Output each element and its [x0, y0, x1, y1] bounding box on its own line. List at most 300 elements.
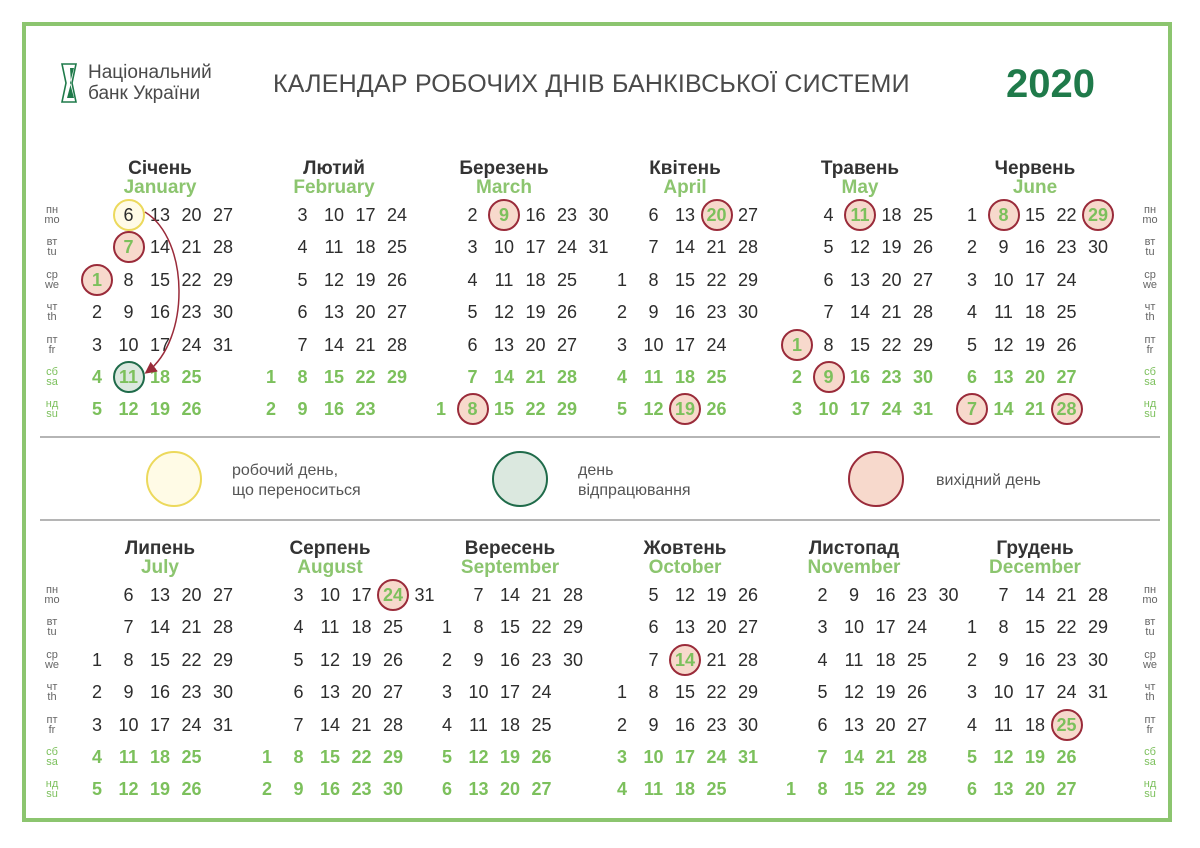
- date-cell: 9: [648, 302, 659, 323]
- date-cell: 17: [674, 334, 696, 355]
- weekday-label-sa: [40, 367, 64, 387]
- month-name-en-january: January: [123, 177, 197, 198]
- date-cell: 22: [181, 269, 202, 290]
- weekday-label-tu: [40, 617, 64, 637]
- date-cell: 17: [351, 585, 372, 605]
- month-name-en-july: July: [140, 557, 180, 578]
- date-cell: 13: [319, 682, 341, 703]
- date-cell: 23: [181, 682, 202, 703]
- date-cell: 3: [441, 682, 452, 703]
- weekday-en: th: [1145, 691, 1155, 704]
- date-cell: 13: [993, 367, 1014, 387]
- date-cell: 25: [531, 714, 552, 735]
- date-cell: 26: [531, 747, 552, 767]
- month-name-en-december: December: [989, 557, 1081, 578]
- legend-transfer-line-1: робочий день,: [232, 462, 339, 479]
- date-cell: 29: [562, 617, 584, 638]
- date-cell: 11: [844, 199, 876, 231]
- weekday-ua: нд: [45, 778, 59, 791]
- date-cell: 9: [488, 199, 520, 231]
- date-cell: 7: [998, 585, 1009, 605]
- weekday-ua: пт: [46, 333, 58, 346]
- month-name-en-april: April: [663, 177, 707, 198]
- date-cell: 17: [355, 205, 376, 225]
- date-cell: 12: [674, 585, 696, 605]
- date-cell: 29: [1082, 199, 1114, 231]
- date-cell: 10: [643, 334, 664, 355]
- date-cell: 3: [293, 585, 304, 605]
- weekday-label-we: [1138, 650, 1162, 670]
- date-cell: 14: [149, 617, 171, 638]
- date-cell: 9: [998, 237, 1009, 258]
- date-cell: 8: [648, 269, 659, 290]
- date-cell: 21: [351, 714, 372, 735]
- date-cell: 5: [467, 302, 478, 323]
- date-cell: 12: [493, 302, 515, 323]
- legend-workoff-line-2: відпрацювання: [578, 482, 691, 499]
- date-cell: 26: [906, 682, 928, 703]
- weekday-en: sa: [1144, 756, 1156, 768]
- date-cell: 2: [261, 779, 272, 800]
- weekday-label-th: [40, 302, 64, 322]
- date-cell: 29: [212, 269, 234, 290]
- date-cell: 29: [386, 367, 408, 387]
- date-cell: 15: [1024, 617, 1046, 638]
- date-cell: 26: [181, 399, 202, 420]
- date-cell: 18: [525, 269, 546, 290]
- date-cell: 1: [81, 264, 113, 296]
- date-cell: 24: [706, 747, 727, 767]
- month-title-july: Липень: [124, 538, 196, 559]
- date-cell: 29: [556, 399, 578, 420]
- month-title-june: Червень: [994, 158, 1076, 179]
- date-cell: 24: [531, 682, 552, 703]
- logo-line-2: банк України: [88, 83, 201, 104]
- weekday-label-we: [40, 650, 64, 670]
- date-cell: 21: [1056, 585, 1077, 605]
- date-cell: 17: [499, 682, 521, 703]
- date-cell: 1: [265, 367, 276, 387]
- date-cell: 11: [118, 747, 139, 767]
- date-cell: 26: [556, 302, 578, 323]
- date-cell: 4: [616, 367, 627, 387]
- date-cell: 28: [212, 617, 234, 638]
- date-cell: 20: [1024, 367, 1046, 387]
- date-cell: 18: [499, 714, 521, 735]
- date-cell: 8: [648, 682, 659, 703]
- date-cell: 11: [994, 714, 1013, 735]
- date-cell: 13: [843, 714, 865, 735]
- date-cell: 5: [823, 237, 834, 258]
- weekday-label-th: [1138, 302, 1162, 322]
- date-cell: 5: [966, 747, 977, 767]
- date-cell: 8: [297, 367, 308, 387]
- weekday-en: th: [1145, 311, 1155, 324]
- weekday-en: tu: [1145, 626, 1155, 639]
- date-cell: 7: [648, 237, 659, 258]
- date-cell: 14: [323, 334, 345, 355]
- date-cell: 8: [293, 747, 304, 767]
- date-cell: 10: [493, 237, 515, 258]
- date-cell: 5: [441, 747, 452, 767]
- date-cell: 27: [737, 617, 759, 638]
- month-title-december: Грудень: [996, 538, 1074, 559]
- date-cell: 15: [149, 649, 171, 670]
- divider-bottom: [40, 519, 1160, 521]
- date-cell: 4: [297, 237, 308, 258]
- month-title-may: Травень: [820, 158, 900, 179]
- weekday-en: we: [1142, 658, 1158, 671]
- date-cell: 1: [435, 399, 446, 420]
- date-cell: 29: [737, 682, 759, 703]
- date-cell: 24: [1056, 269, 1077, 290]
- date-cell: 8: [988, 199, 1020, 231]
- date-cell: 7: [956, 393, 988, 425]
- date-cell: 24: [1056, 682, 1077, 703]
- date-cell: 3: [616, 747, 627, 767]
- date-cell: 1: [616, 682, 627, 703]
- date-cell: 28: [1087, 585, 1109, 605]
- date-cell: 18: [149, 747, 171, 767]
- date-cell: 7: [113, 231, 145, 263]
- date-cell: 20: [351, 682, 372, 703]
- date-cell: 6: [293, 682, 304, 703]
- date-cell: 19: [1024, 334, 1046, 355]
- date-cell: 4: [467, 269, 478, 290]
- month-name-en-march: March: [476, 177, 532, 198]
- date-cell: 24: [181, 714, 202, 735]
- date-cell: 9: [848, 585, 859, 605]
- weekday-label-fr: [1138, 335, 1162, 355]
- weekday-en: fr: [1146, 723, 1154, 736]
- weekday-en: mo: [1142, 214, 1158, 226]
- date-cell: 15: [849, 334, 871, 355]
- date-cell: 18: [149, 367, 171, 387]
- date-cell: 9: [123, 302, 134, 323]
- date-cell: 20: [355, 302, 376, 323]
- date-cell: 9: [297, 399, 308, 420]
- date-cell: 9: [473, 649, 484, 670]
- date-cell: 7: [817, 747, 828, 767]
- date-cell: 28: [556, 367, 578, 387]
- date-cell: 10: [118, 334, 139, 355]
- date-cell: 9: [293, 779, 304, 800]
- date-cell: 24: [706, 334, 727, 355]
- date-cell: 21: [355, 334, 376, 355]
- weekday-label-we: [40, 270, 64, 290]
- date-cell: 15: [149, 269, 171, 290]
- date-cell: 26: [382, 649, 404, 670]
- date-cell: 25: [912, 205, 934, 225]
- date-cell: 24: [881, 399, 902, 420]
- month-title-february: Лютий: [303, 158, 365, 179]
- date-cell: 28: [212, 237, 234, 258]
- date-cell: 10: [993, 269, 1014, 290]
- date-cell: 26: [706, 399, 727, 420]
- weekday-ua: пн: [45, 584, 59, 596]
- date-cell: 23: [881, 367, 902, 387]
- weekday-label-fr: [40, 715, 64, 735]
- date-cell: 1: [261, 747, 272, 767]
- weekday-en: tu: [1145, 246, 1155, 259]
- weekday-en: tu: [47, 626, 57, 639]
- date-cell: 26: [1056, 747, 1077, 767]
- date-cell: 19: [669, 393, 701, 425]
- weekday-ua: ср: [46, 268, 58, 281]
- weekday-ua: сб: [1144, 746, 1156, 758]
- date-cell: 17: [849, 399, 871, 420]
- date-cell: 2: [265, 399, 276, 420]
- date-cell: 19: [149, 399, 171, 420]
- date-cell: 3: [91, 334, 102, 355]
- weekday-en: mo: [1142, 594, 1158, 606]
- weekday-label-th: [40, 682, 64, 702]
- date-cell: 24: [906, 617, 928, 638]
- nbu-logo: [58, 62, 212, 104]
- date-cell: 1: [441, 617, 452, 638]
- month-title-march: Березень: [459, 158, 549, 179]
- date-cell: 10: [118, 714, 139, 735]
- date-cell: 13: [674, 617, 696, 638]
- date-cell: 25: [906, 649, 928, 670]
- date-cell: 15: [493, 399, 515, 420]
- date-cell: 27: [912, 269, 934, 290]
- weekday-en: su: [1144, 408, 1156, 421]
- date-cell: 9: [123, 682, 134, 703]
- date-cell: 12: [849, 237, 871, 258]
- date-cell: 23: [531, 649, 552, 670]
- date-cell: 20: [499, 779, 521, 800]
- date-cell: 4: [966, 714, 977, 735]
- weekday-label-su: [1138, 779, 1162, 799]
- date-cell: 19: [875, 682, 896, 703]
- date-cell: 12: [319, 649, 341, 670]
- month-name-en-september: September: [460, 557, 560, 578]
- date-cell: 16: [499, 649, 521, 670]
- date-cell: 21: [875, 747, 896, 767]
- date-cell: 21: [706, 237, 727, 258]
- date-cell: 23: [1056, 237, 1077, 258]
- date-cell: 19: [881, 237, 902, 258]
- weekday-en: su: [1144, 788, 1156, 801]
- legend-transfer-label: [232, 461, 361, 501]
- legend-workoff-label: [578, 461, 691, 501]
- date-cell: 8: [817, 779, 828, 800]
- date-cell: 19: [499, 747, 521, 767]
- date-cell: 25: [706, 779, 727, 800]
- date-cell: 9: [998, 649, 1009, 670]
- date-cell: 14: [1024, 585, 1046, 605]
- date-cell: 23: [556, 205, 578, 225]
- date-cell: 14: [319, 714, 341, 735]
- date-cell: 31: [212, 714, 234, 735]
- date-cell: 20: [181, 205, 202, 225]
- date-cell: 8: [473, 617, 484, 638]
- date-cell: 26: [181, 779, 202, 800]
- date-cell: 1: [616, 269, 627, 290]
- date-cell: 26: [1056, 334, 1077, 355]
- date-cell: 20: [706, 617, 727, 638]
- date-cell: 11: [994, 302, 1013, 323]
- weekday-en: we: [44, 658, 60, 671]
- weekday-label-mo: [40, 205, 64, 225]
- date-cell: 16: [875, 585, 896, 605]
- date-cell: 5: [648, 585, 659, 605]
- date-cell: 23: [355, 399, 376, 420]
- date-cell: 6: [113, 199, 145, 231]
- date-cell: 8: [998, 617, 1009, 638]
- weekday-ua: чт: [46, 681, 58, 694]
- weekday-ua: чт: [1144, 681, 1156, 694]
- date-cell: 21: [1024, 399, 1046, 420]
- date-cell: 6: [817, 714, 828, 735]
- date-cell: 12: [993, 747, 1014, 767]
- date-cell: 27: [382, 682, 404, 703]
- weekday-en: fr: [48, 723, 56, 736]
- date-cell: 5: [91, 399, 102, 420]
- date-cell: 15: [319, 747, 341, 767]
- date-cell: 31: [588, 237, 609, 258]
- date-cell: 5: [293, 649, 304, 670]
- date-cell: 3: [297, 205, 308, 225]
- date-cell: 14: [843, 747, 865, 767]
- date-cell: 4: [293, 617, 304, 638]
- date-cell: 10: [468, 682, 489, 703]
- date-cell: 28: [906, 747, 928, 767]
- date-cell: 6: [467, 334, 478, 355]
- weekday-ua: пт: [1144, 333, 1156, 346]
- date-cell: 21: [181, 617, 202, 638]
- weekday-ua: сб: [46, 366, 58, 378]
- date-cell: 26: [737, 585, 759, 605]
- weekday-en: fr: [1146, 343, 1154, 356]
- date-cell: 14: [993, 399, 1014, 420]
- date-cell: 25: [181, 747, 202, 767]
- date-cell: 30: [737, 302, 759, 323]
- date-cell: 14: [669, 644, 701, 676]
- month-title-october: Жовтень: [643, 538, 727, 559]
- month-title-january: Січень: [128, 158, 192, 179]
- date-cell: 25: [382, 617, 404, 638]
- date-cell: 6: [966, 779, 977, 800]
- date-cell: 14: [674, 237, 696, 258]
- date-cell: 8: [123, 269, 134, 290]
- date-cell: 12: [468, 747, 489, 767]
- date-cell: 11: [643, 779, 664, 800]
- date-cell: 3: [616, 334, 627, 355]
- date-cell: 2: [467, 205, 478, 225]
- weekday-ua: нд: [45, 398, 59, 411]
- weekday-label-sa: [1138, 747, 1162, 767]
- date-cell: 31: [737, 747, 759, 767]
- weekday-label-th: [1138, 682, 1162, 702]
- date-cell: 13: [323, 302, 345, 323]
- date-cell: 22: [351, 747, 372, 767]
- date-cell: 11: [113, 361, 145, 393]
- date-cell: 3: [791, 399, 802, 420]
- weekday-label-tu: [1138, 617, 1162, 637]
- month-name-en-november: November: [807, 557, 901, 578]
- weekday-ua: вт: [1144, 616, 1156, 629]
- date-cell: 15: [323, 367, 345, 387]
- date-cell: 6: [441, 779, 452, 800]
- date-cell: 22: [706, 269, 727, 290]
- date-cell: 25: [556, 269, 578, 290]
- date-cell: 17: [1024, 682, 1046, 703]
- weekday-ua: пн: [1143, 204, 1157, 216]
- date-cell: 20: [1024, 779, 1046, 800]
- weekday-label-tu: [40, 237, 64, 257]
- date-cell: 20: [881, 269, 902, 290]
- date-cell: 15: [843, 779, 865, 800]
- date-cell: 16: [149, 302, 171, 323]
- date-cell: 24: [377, 579, 409, 611]
- legend-holiday-label: вихідний день: [936, 472, 1041, 489]
- month-title-september: Вересень: [464, 538, 556, 559]
- date-cell: 3: [91, 714, 102, 735]
- date-cell: 14: [493, 367, 515, 387]
- date-cell: 2: [616, 302, 627, 323]
- date-cell: 4: [966, 302, 977, 323]
- weekday-label-mo: [1138, 205, 1162, 225]
- month-name-en-august: August: [297, 557, 363, 578]
- date-cell: 22: [525, 399, 546, 420]
- date-cell: 1: [966, 205, 977, 225]
- month-title-april: Квітень: [649, 158, 721, 179]
- date-cell: 31: [1087, 682, 1109, 703]
- date-cell: 3: [966, 269, 977, 290]
- weekday-ua: сб: [1144, 366, 1156, 378]
- date-cell: 27: [386, 302, 408, 323]
- date-cell: 16: [323, 399, 345, 420]
- date-cell: 11: [320, 617, 340, 638]
- date-cell: 18: [351, 617, 372, 638]
- weekday-en: sa: [1144, 376, 1156, 388]
- weekday-label-sa: [1138, 367, 1162, 387]
- weekday-ua: пн: [45, 204, 59, 216]
- date-cell: 21: [531, 585, 552, 605]
- weekday-ua: нд: [1143, 778, 1157, 791]
- date-cell: 23: [351, 779, 372, 800]
- month-title-august: Серпень: [289, 538, 371, 559]
- date-cell: 30: [212, 682, 234, 703]
- weekday-ua: чт: [46, 301, 58, 314]
- date-cell: 11: [844, 649, 864, 670]
- weekday-ua: вт: [46, 616, 58, 629]
- date-cell: 27: [212, 585, 234, 605]
- date-cell: 11: [469, 714, 488, 735]
- legend-workoff-swatch: [492, 451, 548, 507]
- date-cell: 29: [382, 747, 404, 767]
- date-cell: 14: [149, 237, 171, 258]
- date-cell: 21: [181, 237, 202, 258]
- date-cell: 28: [386, 334, 408, 355]
- date-cell: 3: [817, 617, 828, 638]
- date-cell: 18: [674, 779, 696, 800]
- date-cell: 5: [817, 682, 828, 703]
- weekday-ua: пт: [1144, 713, 1156, 726]
- date-cell: 4: [817, 649, 828, 670]
- date-cell: 19: [706, 585, 727, 605]
- date-cell: 10: [818, 399, 839, 420]
- date-cell: 18: [1024, 714, 1046, 735]
- date-cell: 5: [91, 779, 102, 800]
- date-cell: 28: [562, 585, 584, 605]
- date-cell: 30: [1087, 237, 1109, 258]
- date-cell: 14: [499, 585, 521, 605]
- date-cell: 20: [181, 585, 202, 605]
- date-cell: 18: [674, 367, 696, 387]
